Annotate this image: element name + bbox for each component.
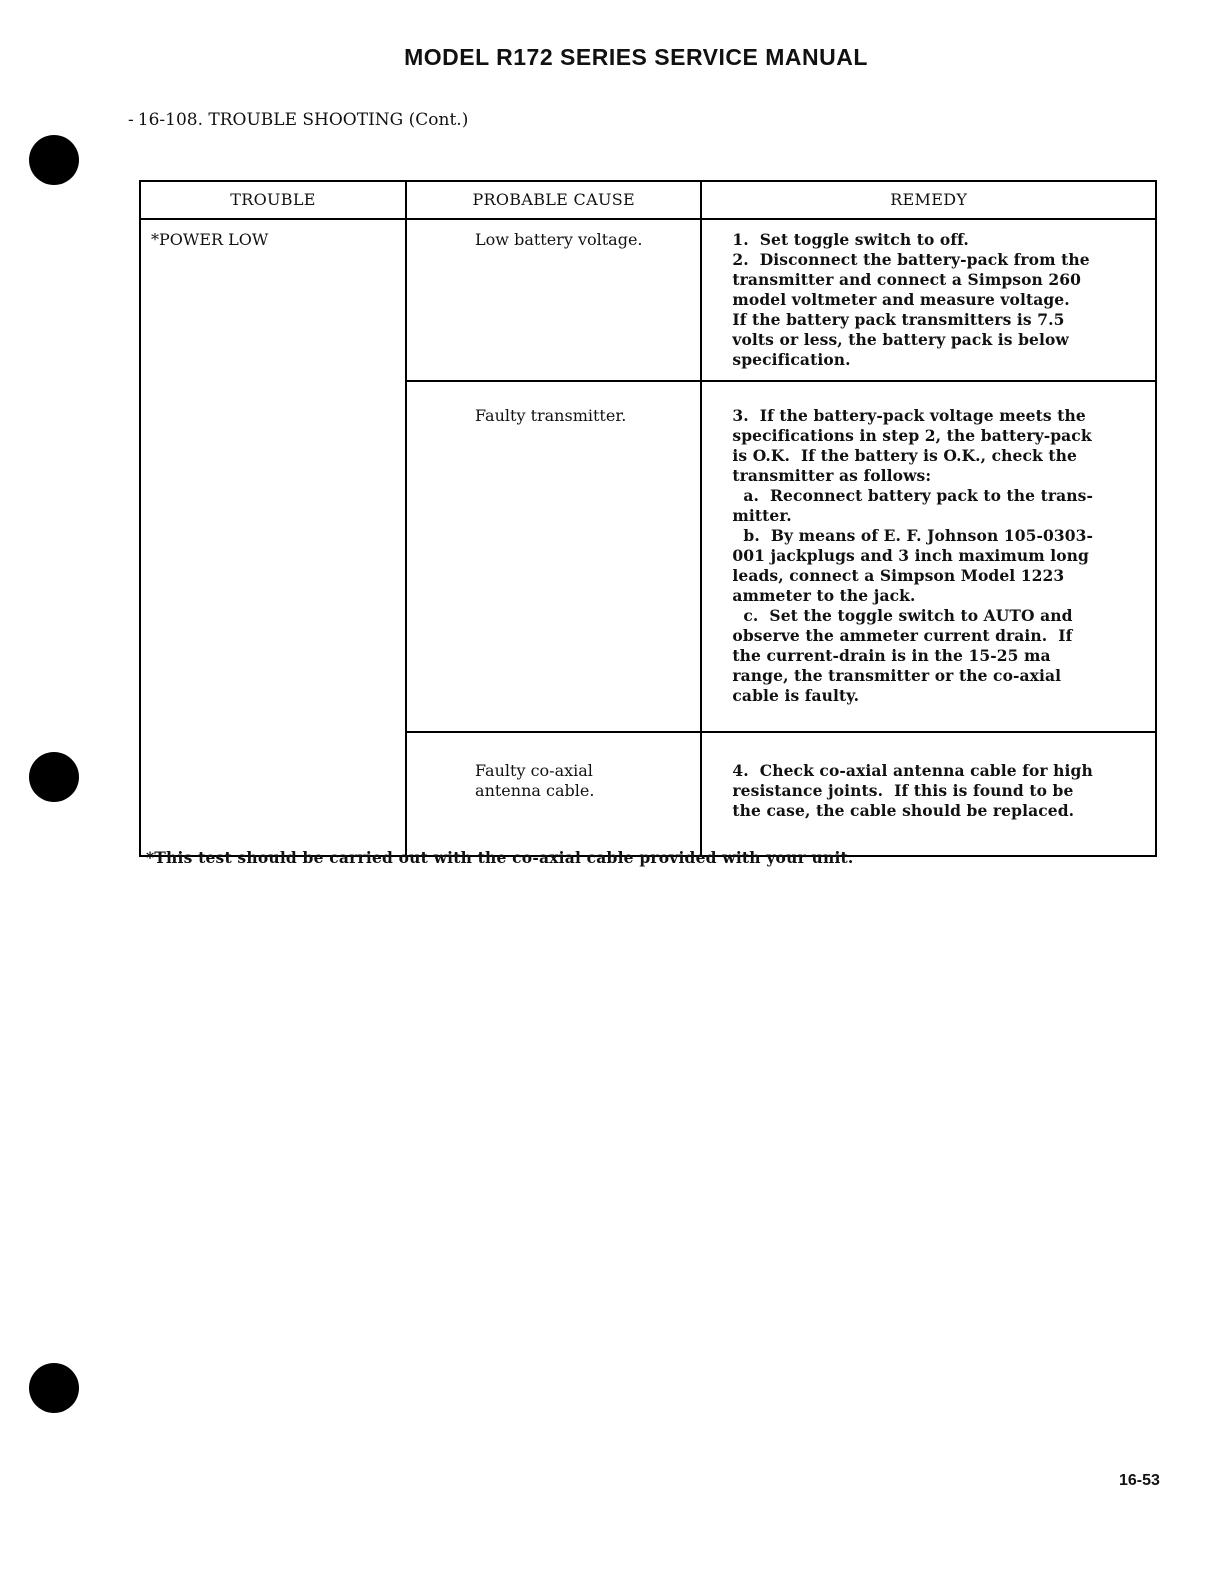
remedy-cell (701, 732, 1156, 856)
remedy-line: the case, the cable should be replaced. (732, 801, 1075, 820)
remedy-line: the current-drain is in the 15-25 ma (732, 646, 1051, 665)
remedy-line: ammeter to the jack. (732, 586, 916, 605)
binder-hole-bottom (29, 1363, 79, 1413)
column-header-probable-cause: PROBABLE CAUSE (406, 181, 701, 219)
table-row (140, 219, 1156, 381)
remedy-line: 3. If the battery-pack voltage meets the (732, 406, 1086, 425)
footnote: *This test should be carried out with the co-axial cable provided with your unit. (146, 848, 854, 867)
remedy-line: model voltmeter and measure voltage. (732, 290, 1070, 309)
section-heading-text: 16-108. TROUBLE SHOOTING (Cont.) (137, 110, 469, 130)
cause-cell (406, 381, 701, 732)
margin-dash: - (128, 110, 134, 130)
remedy-cell (701, 381, 1156, 732)
cause-cell (406, 219, 701, 381)
remedy-line: is O.K. If the battery is O.K., check the (732, 446, 1077, 465)
remedy-line: cable is faulty. (732, 686, 860, 705)
column-header-remedy: REMEDY (701, 181, 1156, 219)
remedy-line: transmitter and connect a Simpson 260 (732, 270, 1082, 289)
section-heading (128, 110, 468, 130)
remedy-cell (701, 219, 1156, 381)
remedy-line: 1. Set toggle switch to off. (732, 230, 969, 249)
page-title: MODEL R172 SERIES SERVICE MANUAL (404, 44, 868, 70)
remedy-line: observe the ammeter current drain. If (732, 626, 1073, 645)
table-header-row (140, 181, 1156, 219)
remedy-line: range, the transmitter or the co-axial (732, 666, 1062, 685)
remedy-line: 2. Disconnect the battery-pack from the (732, 250, 1090, 269)
remedy-line: volts or less, the battery pack is below (732, 330, 1069, 349)
binder-hole-top (29, 135, 79, 185)
page-number: 16-53 (1119, 1472, 1160, 1489)
binder-hole-middle (29, 752, 79, 802)
cause-text: antenna cable. (475, 781, 595, 800)
remedy-line: transmitter as follows: (732, 466, 932, 485)
remedy-line: b. By means of E. F. Johnson 105-0303- (732, 526, 1094, 545)
remedy-line: a. Reconnect battery pack to the trans- (732, 486, 1093, 505)
remedy-line: 001 jackplugs and 3 inch maximum long (732, 546, 1089, 565)
cause-text: Faulty transmitter. (475, 406, 627, 425)
remedy-line: mitter. (732, 506, 792, 525)
remedy-line: specification. (732, 350, 851, 369)
cause-text: Faulty co-axial (475, 761, 593, 780)
remedy-line: c. Set the toggle switch to AUTO and (732, 606, 1073, 625)
remedy-line: resistance joints. If this is found to be (732, 781, 1074, 800)
remedy-line: leads, connect a Simpson Model 1223 (732, 566, 1065, 585)
cause-text: Low battery voltage. (475, 230, 643, 249)
trouble-text: *POWER LOW (151, 230, 269, 249)
remedy-line: 4. Check co-axial antenna cable for high (732, 761, 1093, 780)
remedy-line: If the battery pack transmitters is 7.5 (732, 310, 1065, 329)
trouble-cell (140, 219, 406, 856)
remedy-line: specifications in step 2, the battery-pack (732, 426, 1092, 445)
trouble-shooting-table (139, 180, 1157, 857)
column-header-trouble: TROUBLE (140, 181, 406, 219)
cause-cell (406, 732, 701, 856)
